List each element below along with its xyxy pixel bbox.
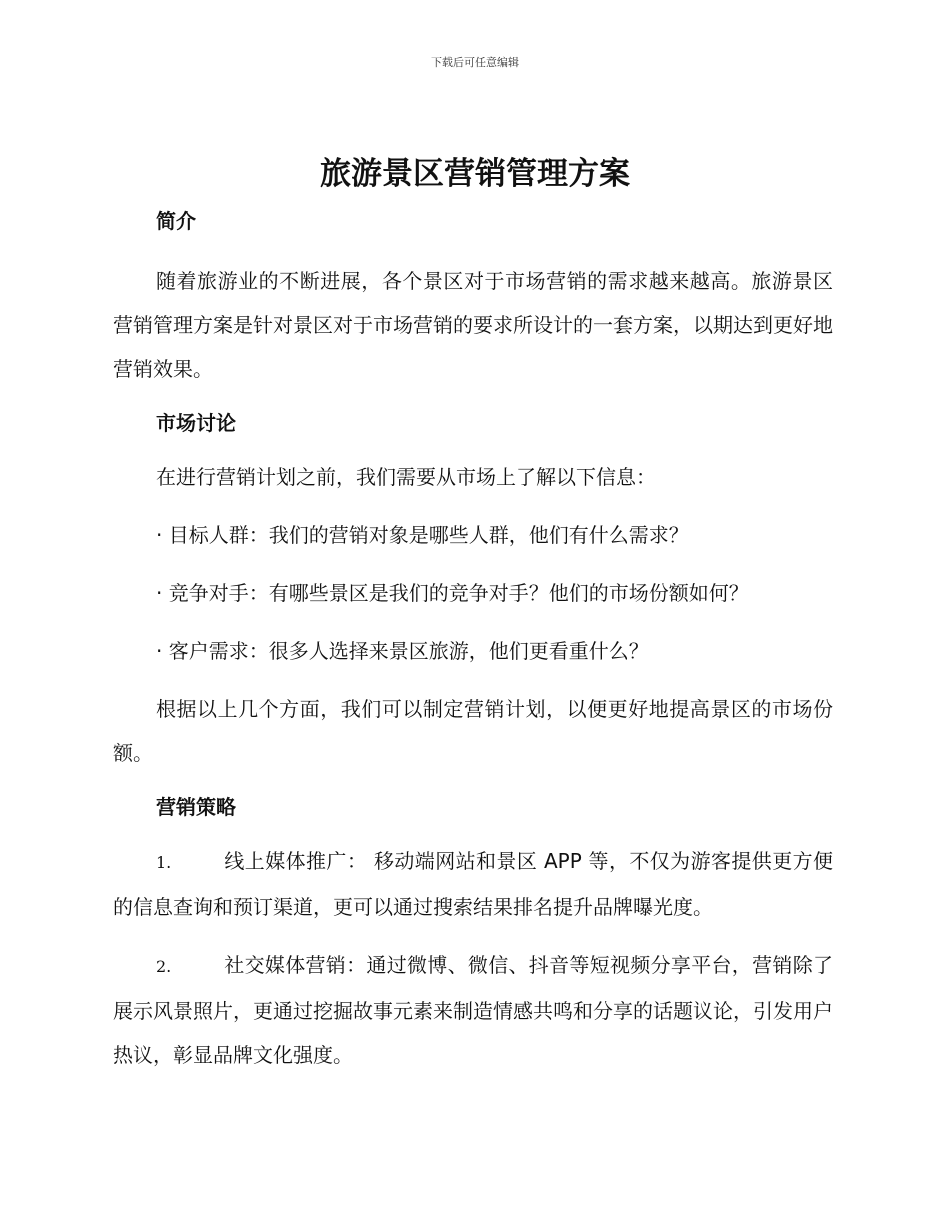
section-heading-strategy: 营销策略 (156, 795, 236, 819)
market-lead-paragraph: 在进行营销计划之前，我们需要从市场上了解以下信息： (156, 465, 656, 489)
strategy-item-social (113, 943, 833, 1077)
strategy-item-online (113, 839, 833, 929)
strategy-item-number: 2. (156, 957, 172, 976)
section-heading-intro: 简介 (156, 209, 196, 233)
strategy-item-number: 1. (156, 853, 172, 872)
intro-paragraph: 随着旅游业的不断进展，各个景区对于市场营销的需求越来越高。旅游景区营销管理方案是针对景区对于市场营销的要求所设计的一套方案，以期达到更好地营销效果。 (113, 269, 833, 381)
document-body (113, 203, 833, 1077)
document-title: 旅游景区营销管理方案 (320, 156, 630, 192)
strategy-item-text: 社交媒体营销：通过微博、微信、抖音等短视频分享平台，营销除了展示风景照片，更通过挖掘故事元素来制造情感共鸣和分享的话题议论，引发用户热议，彰显品牌文化强度。 (113, 953, 833, 1067)
market-conclusion-paragraph: 根据以上几个方面，我们可以制定营销计划，以便更好地提高景区的市场份额。 (113, 697, 833, 765)
market-bullet-competitor: · 竞争对手：有哪些景区是我们的竞争对手？他们的市场份额如何？ (156, 581, 749, 605)
header-note: 下载后可任意编辑 (431, 56, 519, 69)
market-bullet-demand: · 客户需求：很多人选择来景区旅游，他们更看重什么？ (156, 639, 649, 663)
market-bullet-target: · 目标人群：我们的营销对象是哪些人群，他们有什么需求？ (156, 523, 689, 547)
section-heading-market: 市场讨论 (156, 411, 236, 435)
strategy-item-text: 线上媒体推广： 移动端网站和景区 APP 等，不仅为游客提供更方便的信息查询和预订渠道，更可以通过搜索结果排名提升品牌曝光度。 (113, 849, 833, 919)
